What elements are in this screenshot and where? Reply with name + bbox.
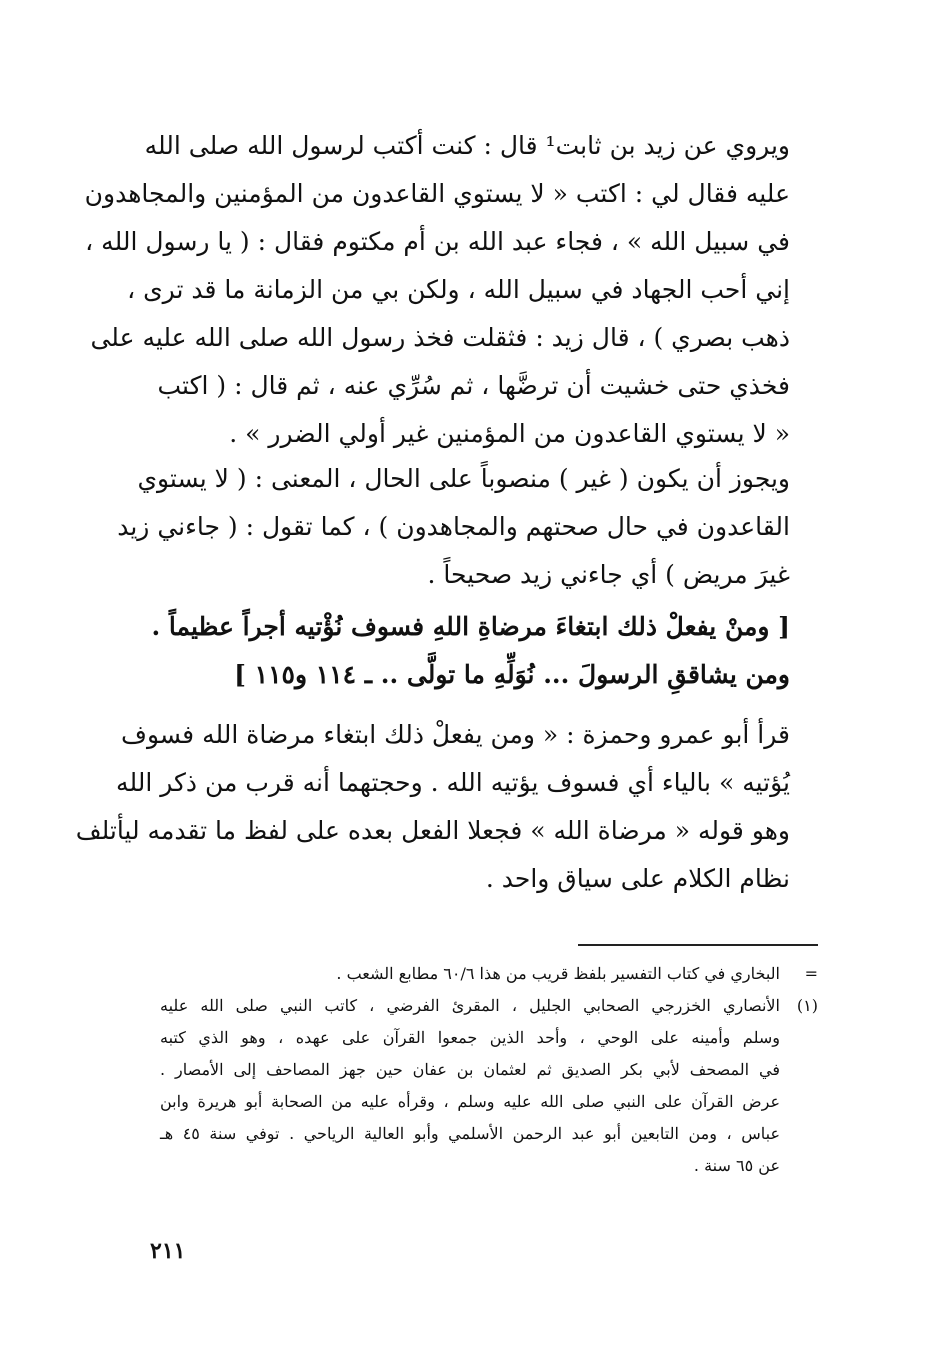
text-line: إني أحب الجهاد في سبيل الله ، ولكن بي من الزمانة ما قد ترى ، — [127, 275, 790, 304]
text-line: القاعدون في حال صحتهم والمجاهدون ) ، كما تقول : ( جاءني زيد — [117, 512, 790, 541]
text-line: نظام الكلام على سياق واحد . — [485, 864, 790, 893]
footnote-1 — [160, 990, 820, 1182]
footnote-line: البخاري في كتاب التفسير بلفظ قريب من هذا ٦٠/٦ مطابع الشعب . — [336, 964, 780, 983]
text-line: يُؤتيه » بالياء أي فسوف يؤتيه الله . وحجتهما أنه قرب من ذكر الله — [116, 768, 790, 797]
text-line: في سبيل الله » ، فجاء عبد الله بن أم مكتوم فقال : ( يا رسول الله ، — [85, 227, 790, 256]
text-line: ويروي عن زيد بن ثابت¹ قال : كنت أكتب لرسول الله صلى الله — [144, 131, 790, 160]
verse-line: ومن يشاققِ الرسولَ ... نُوَلِّهِ ما تولَّى .. ـ ١١٤ و١١٥ ] — [234, 660, 790, 689]
footnote-divider — [578, 944, 818, 946]
quran-verse — [151, 603, 790, 699]
text-line: وهو قوله « مرضاة الله » فجعلا الفعل بعده على لفظ ما تقدمه ليأتلف — [75, 816, 790, 845]
page-number: ٢١١ — [150, 1238, 186, 1264]
footnote-line: الأنصاري الخزرجي الصحابي الجليل ، المقرئ الفرضي ، كاتب النبي صلى الله عليه — [160, 996, 780, 1015]
footnote-line: عباس ، ومن التابعين أبو عبد الرحمن الأسلمي وأبو العالية الرياحي . توفي سنة ٤٥ هـ — [160, 1124, 780, 1143]
paragraph-2 — [117, 455, 790, 599]
text-line: عليه فقال لي : اكتب « لا يستوي القاعدون من المؤمنين والمجاهدون — [84, 179, 790, 208]
verse-line: [ ومنْ يفعلْ ذلك ابتغاءَ مرضاةِ اللهِ فسوف نُؤْتيه أجراً عظيماً . — [151, 612, 790, 641]
footnote-line: في المصحف لأبي بكر الصديق ثم لعثمان بن عفان حين جهز المصاحف إلى الأمصار . — [160, 1060, 780, 1079]
footnote-mark: = — [804, 964, 818, 983]
footnote-line: عن ٦٥ سنة . — [693, 1156, 780, 1175]
text-line: « لا يستوي القاعدون من المؤمنين غير أولي الضرر » . — [229, 419, 790, 448]
footnote-line: وسلم وأمينه على الوحي ، وأحد الذين جمعوا القرآن على عهده ، وهو الذي كتبه — [160, 1028, 780, 1047]
paragraph-1 — [84, 122, 790, 458]
text-line: ذهب بصري ) ، قال زيد : فثقلت فخذ رسول الله صلى الله عليه على — [90, 323, 790, 352]
footnote-mark: (١) — [796, 996, 818, 1015]
footnote-continuation — [160, 958, 820, 990]
text-line: قرأ أبو عمرو وحمزة : « ومن يفعلْ ذلك ابتغاء مرضاة الله فسوف — [121, 720, 790, 749]
text-line: فخذي حتى خشيت أن ترضَّها ، ثم سُرِّي عنه ، ثم قال : ( اكتب — [157, 371, 790, 400]
paragraph-4 — [75, 711, 790, 903]
footnote-line: عرض القرآن على النبي صلى الله عليه وسلم ، وقرأه عليه من الصحابة أبو هريرة وابن — [160, 1092, 781, 1111]
text-line: غيرَ مريض ) أي جاءني زيد صحيحاً . — [427, 560, 790, 589]
text-line: ويجوز أن يكون ( غير ) منصوباً على الحال ، المعنى : ( لا يستوي — [137, 464, 790, 493]
